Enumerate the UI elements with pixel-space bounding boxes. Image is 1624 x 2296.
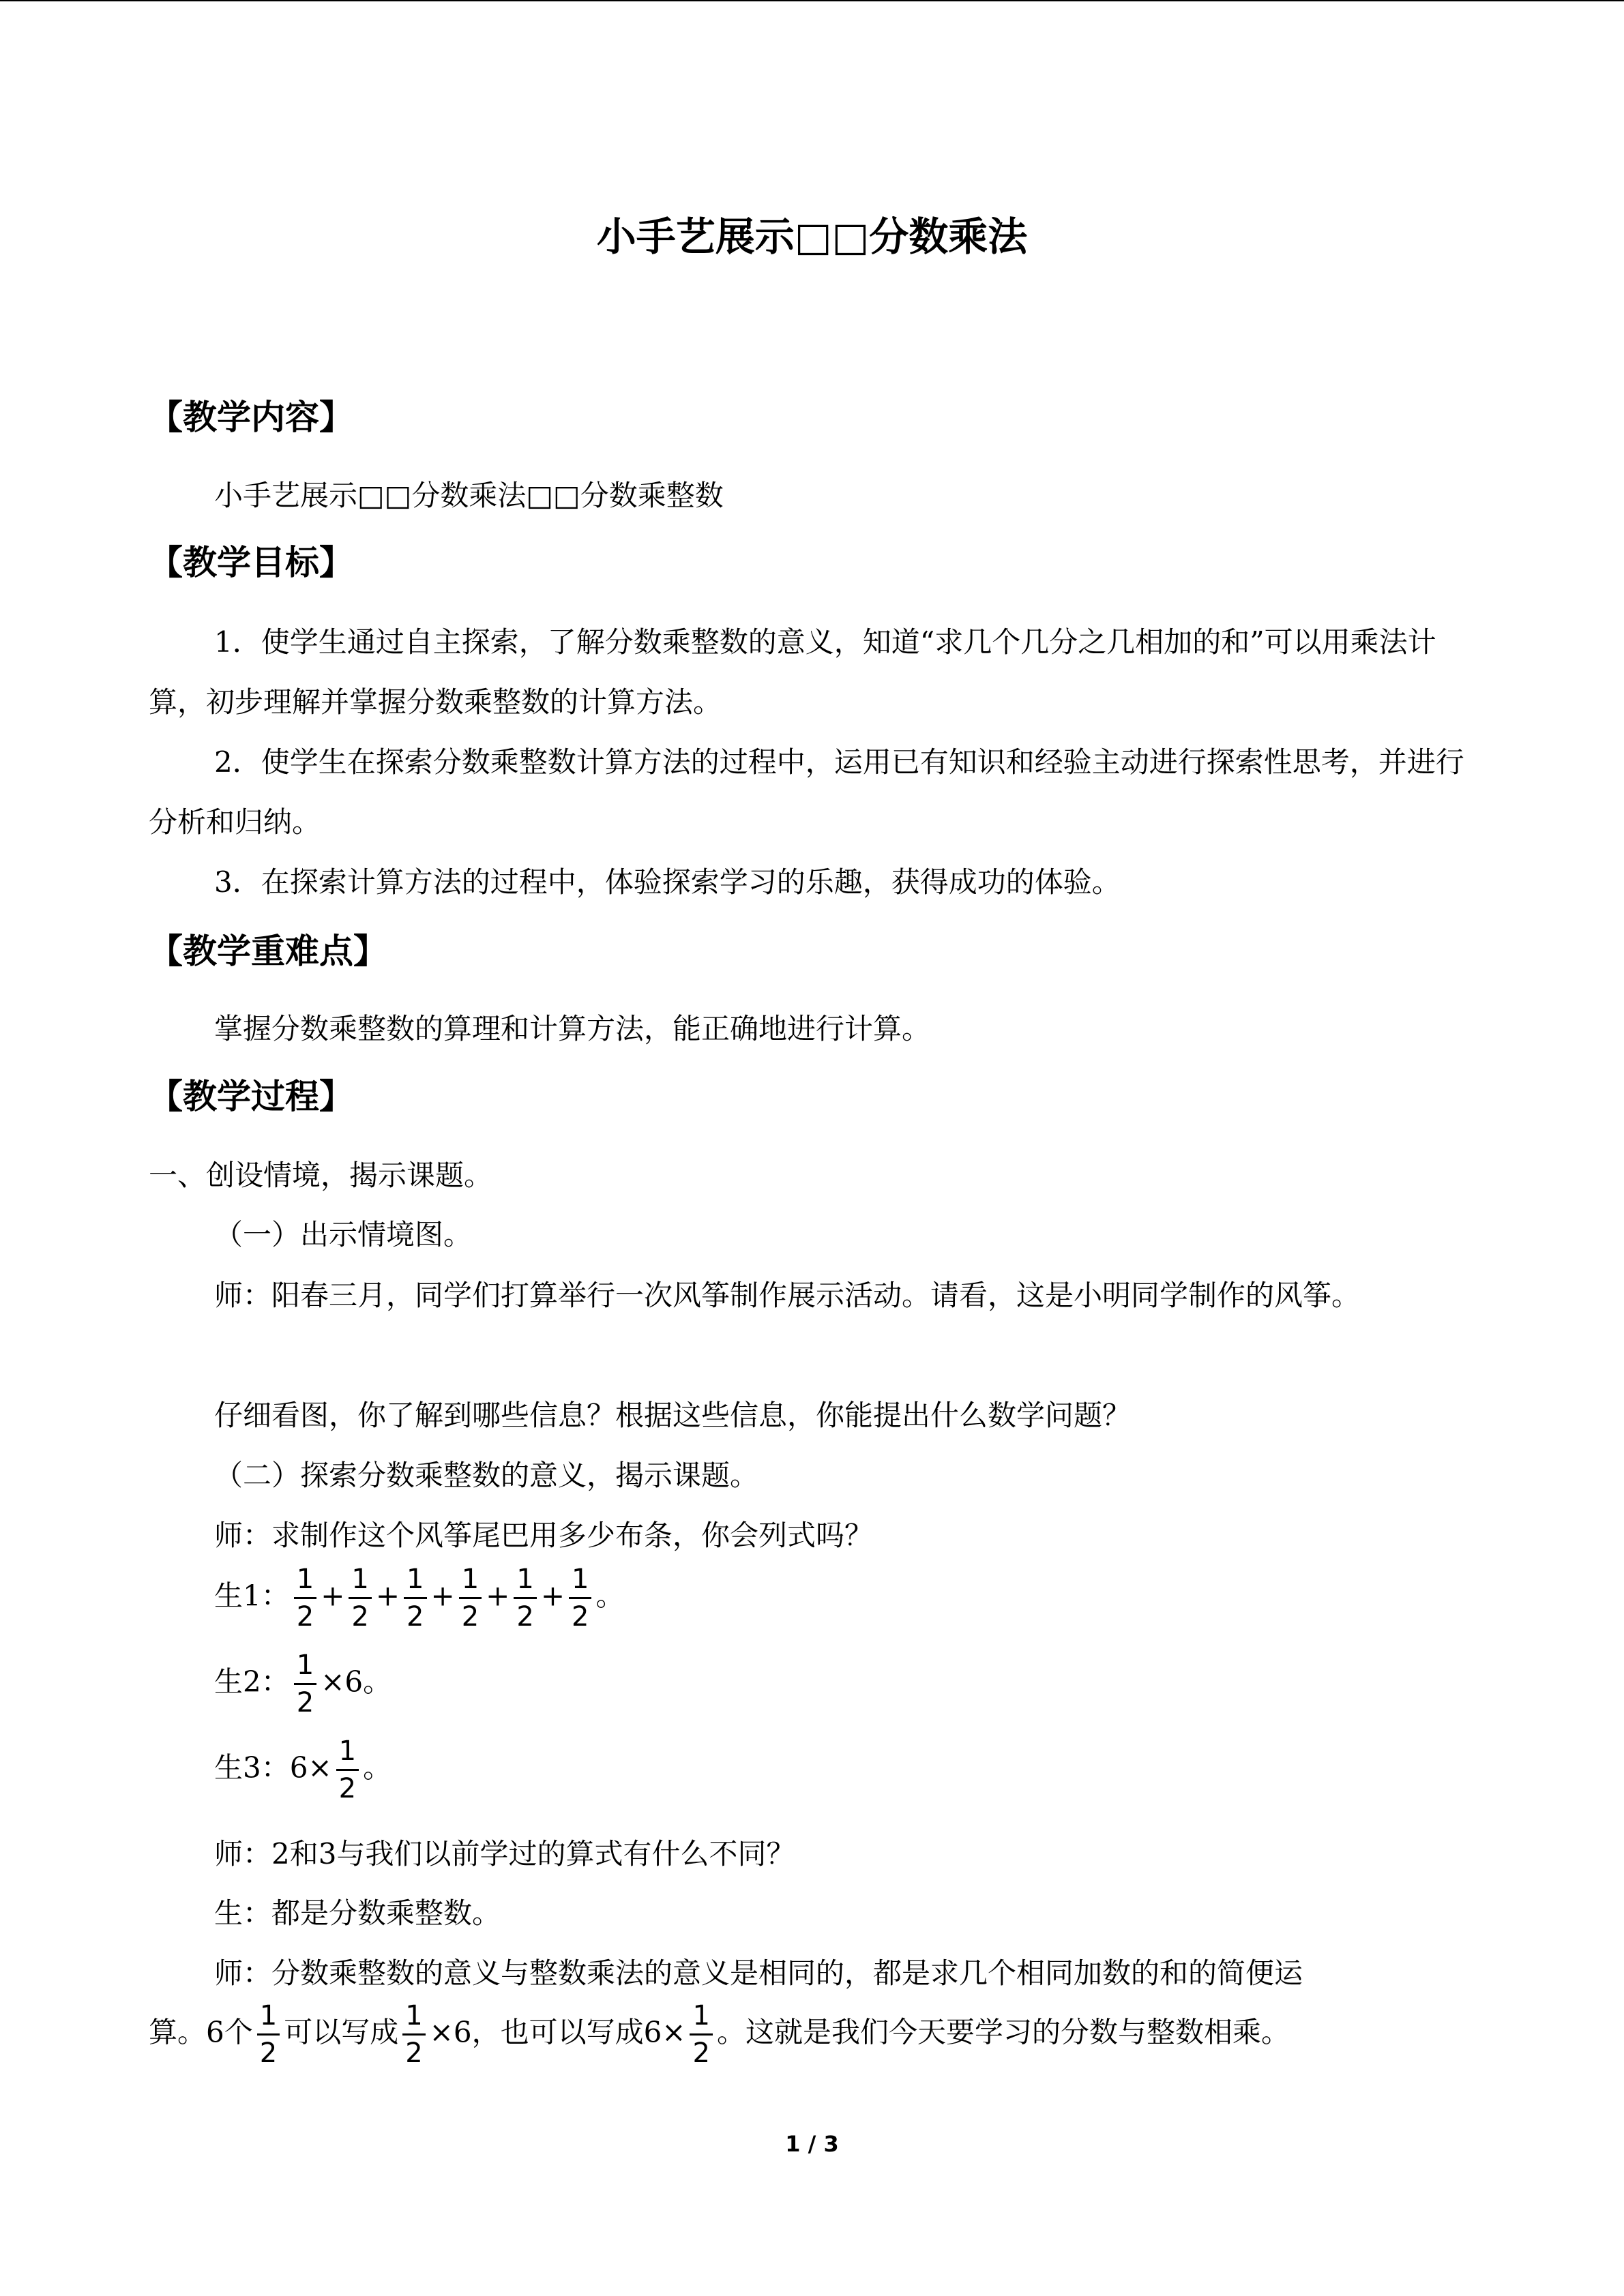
fraction-numerator: 1 <box>404 1562 426 1599</box>
fraction-denominator: 2 <box>461 1601 479 1632</box>
teacher-line-4: 师：分数乘整数的意义与整数乘法的意义是相同的，都是求几个相同加数的和的简便运 <box>214 1956 1303 1990</box>
fraction-numerator: 1 <box>402 1998 425 2036</box>
page-number: 1 / 3 <box>785 2131 839 2157</box>
fraction-numerator: 1 <box>690 1998 712 2036</box>
fraction-one-half <box>402 1998 425 2071</box>
question-line: 仔细看图，你了解到哪些信息？根据这些信息，你能提出什么数学问题？ <box>214 1399 1132 1432</box>
fraction-one-half <box>336 1733 359 1806</box>
fraction-numerator: 1 <box>294 1648 316 1685</box>
fraction-numerator: 1 <box>257 1998 280 2036</box>
times-sign: × <box>321 1665 345 1699</box>
fraction-denominator: 2 <box>351 1601 369 1632</box>
fraction-denominator: 2 <box>296 1601 314 1632</box>
student-3-label: 生3： <box>214 1750 290 1785</box>
fraction-one-half <box>294 1648 316 1720</box>
fraction-numerator: 1 <box>336 1733 359 1771</box>
teacher-line-3: 师：2和3与我们以前学过的算式有什么不同？ <box>214 1837 795 1870</box>
sub-step-1: （一）出示情境图。 <box>214 1218 473 1251</box>
number-six: 6 <box>289 1750 308 1785</box>
fraction-numerator: 1 <box>349 1562 371 1599</box>
text-segment: 算。6个 <box>149 2015 253 2049</box>
fraction-one-half <box>690 1998 712 2071</box>
teacher-line-1: 师：阳春三月，同学们打算举行一次风筝制作展示活动。请看，这是小明同学制作的风筝。 <box>214 1279 1361 1312</box>
student-1-expression <box>214 1562 624 1635</box>
fraction-denominator: 2 <box>405 2038 423 2069</box>
fraction-denominator: 2 <box>259 2038 278 2069</box>
student-3-expression <box>214 1733 392 1806</box>
goal-3: 3．在探索计算方法的过程中，体验探索学习的乐趣，获得成功的体验。 <box>214 865 1121 899</box>
times-sign: × <box>308 1750 332 1785</box>
process-step-1: 一、创设情境，揭示课题。 <box>149 1159 493 1192</box>
period: 。 <box>363 1750 392 1785</box>
fraction-one-half <box>257 1998 280 2071</box>
number-six: 6 <box>344 1665 364 1699</box>
text-segment: 可以写成 <box>284 2015 399 2049</box>
plus-sign: + <box>375 1579 400 1613</box>
sub-step-2: （二）探索分数乘整数的意义，揭示课题。 <box>214 1459 759 1492</box>
fraction-one-half <box>404 1562 426 1635</box>
student-2-label: 生2： <box>214 1665 290 1699</box>
goal-1: 1．使学生通过自主探索，了解分数乘整数的意义，知道“求几个几分之几相加的和”可以用乘法计算，初步理解并掌握分数乘整数的计算方法。 <box>149 625 1436 719</box>
fraction-denominator: 2 <box>296 1687 314 1718</box>
page-title: 小手艺展示□□分数乘法 <box>596 213 1028 260</box>
key-points-heading: 【教学重难点】 <box>149 931 387 971</box>
plus-sign: + <box>430 1579 455 1613</box>
fraction-numerator: 1 <box>294 1562 316 1599</box>
content-heading: 【教学内容】 <box>149 398 353 437</box>
key-points-text: 掌握分数乘整数的算理和计算方法，能正确地进行计算。 <box>214 1012 931 1045</box>
fraction-numerator: 1 <box>459 1562 482 1599</box>
text-segment: ×6，也可以写成6× <box>429 2015 686 2049</box>
fraction-numerator: 1 <box>514 1562 536 1599</box>
process-heading: 【教学过程】 <box>149 1077 353 1116</box>
student-2-expression <box>214 1648 392 1720</box>
fraction-one-half <box>569 1562 591 1635</box>
plus-sign: + <box>540 1579 565 1613</box>
fraction-one-half <box>459 1562 482 1635</box>
fraction-denominator: 2 <box>572 1601 589 1632</box>
goals-heading: 【教学目标】 <box>149 543 353 582</box>
fraction-one-half <box>294 1562 316 1635</box>
fraction-denominator: 2 <box>407 1601 424 1632</box>
plus-sign: + <box>486 1579 510 1613</box>
fraction-denominator: 2 <box>692 2038 710 2069</box>
content-text: 小手艺展示□□分数乘法□□分数乘整数 <box>214 479 724 512</box>
fraction-one-half <box>514 1562 536 1635</box>
student-line-4: 生：都是分数乘整数。 <box>214 1896 501 1930</box>
plus-sign: + <box>321 1579 345 1613</box>
teacher-line-4-continued <box>149 1998 1290 2071</box>
fraction-denominator: 2 <box>516 1601 534 1632</box>
period: 。 <box>363 1665 392 1699</box>
goal-2: 2．使学生在探索分数乘整数计算方法的过程中，运用已有知识和经验主动进行探索性思考，并进行分析和归纳。 <box>149 745 1464 839</box>
student-1-label: 生1： <box>214 1579 290 1613</box>
fraction-denominator: 2 <box>338 1773 357 1804</box>
text-segment: 。这就是我们今天要学习的分数与整数相乘。 <box>716 2015 1290 2049</box>
teacher-line-2: 师：求制作这个风筝尾巴用多少布条，你会列式吗？ <box>214 1519 874 1552</box>
fraction-numerator: 1 <box>569 1562 591 1599</box>
period: 。 <box>595 1579 625 1613</box>
fraction-one-half <box>349 1562 371 1635</box>
